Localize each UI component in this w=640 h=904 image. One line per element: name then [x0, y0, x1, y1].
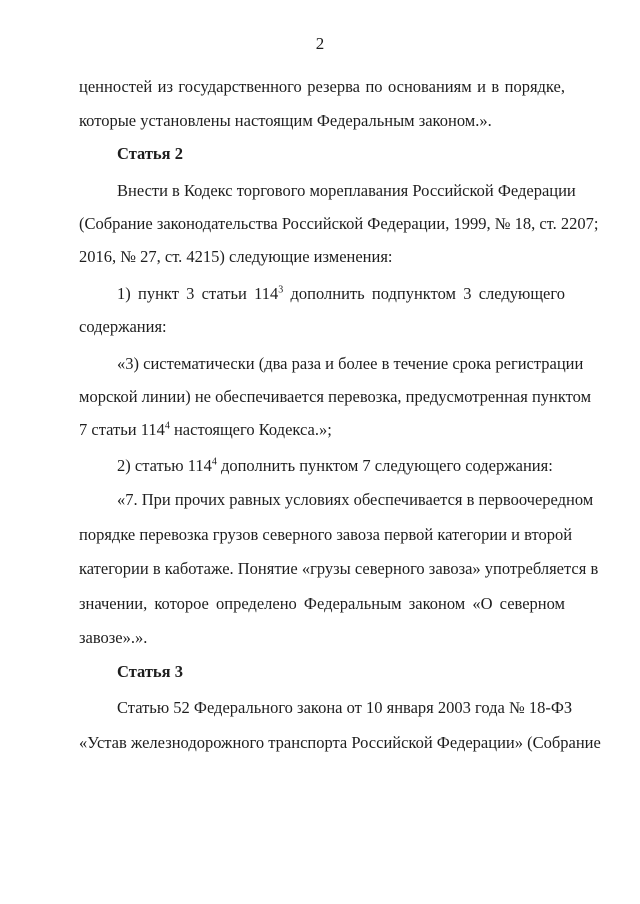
text-line [79, 420, 332, 440]
article-heading: Статья 2 [117, 144, 183, 163]
text-fragment: 7 статьи 114 [79, 420, 165, 439]
text-line: которые установлены настоящим Федеральным законом.». [79, 111, 492, 130]
text-line: 2016, № 27, ст. 4215) следующие изменения: [79, 247, 393, 266]
text-line: Статью 52 Федерального закона от 10 января 2003 года № 18-ФЗ [117, 698, 573, 717]
text-line: значении, которое определено Федеральным законом «О северном [79, 594, 565, 613]
text-line [117, 456, 553, 476]
text-line: порядке перевозка грузов северного завоза первой категории и второй [79, 525, 573, 544]
text-line [117, 284, 565, 304]
text-line: «3) систематически (два раза и более в течение срока регистрации [117, 354, 584, 373]
text-line: «7. При прочих равных условиях обеспечивается в первоочередном [117, 490, 594, 509]
superscript: 4 [164, 420, 170, 432]
text-line: ценностей из государственного резерва по основаниям и в порядке, [79, 77, 565, 96]
text-line: (Собрание законодательства Российской Федерации, 1999, № 18, ст. 2207; [79, 214, 599, 233]
text-line: содержания: [79, 317, 167, 336]
superscript: 3 [278, 284, 284, 296]
superscript: 4 [211, 456, 217, 468]
text-line: «Устав железнодорожного транспорта Российской Федерации» (Собрание [79, 733, 601, 752]
text-line: морской линии) не обеспечивается перевозка, предусмотренная пунктом [79, 387, 592, 406]
text-fragment: 2) статью 114 [117, 456, 212, 475]
text-fragment: настоящего Кодекса.»; [169, 420, 332, 439]
text-line: Внести в Кодекс торгового мореплавания Российской Федерации [117, 181, 576, 200]
text-fragment: дополнить пунктом 7 следующего содержания: [216, 456, 553, 475]
text-fragment: 1) пункт 3 статьи 114 [117, 284, 279, 303]
text-line: категории в каботаже. Понятие «грузы северного завоза» употребляется в [79, 559, 599, 578]
page-number: 2 [315, 34, 325, 53]
article-heading: Статья 3 [117, 662, 183, 681]
text-fragment: дополнить подпунктом 3 следующего [283, 284, 565, 303]
text-line: завозе».». [79, 628, 148, 647]
